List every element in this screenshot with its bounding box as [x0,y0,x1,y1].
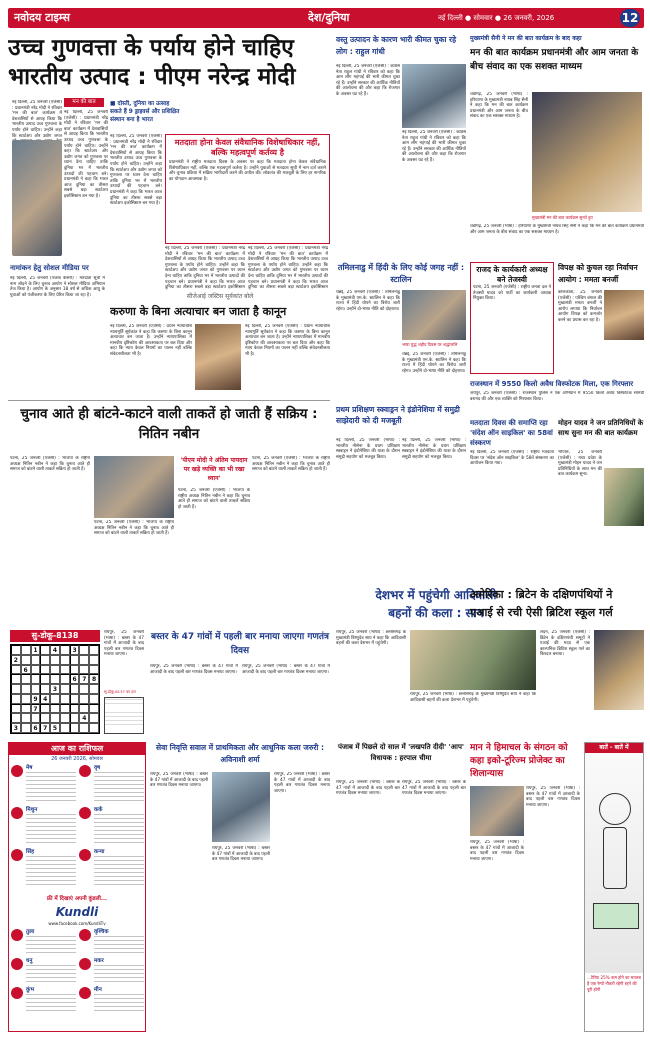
tribal-head: देशभर में पहुंचेगी आदिवासी बहनों की कला : साय [375,588,497,620]
sudoku-cell: 8 [89,674,99,684]
sudoku-cell [31,684,41,694]
sudoku-cell [60,684,70,694]
sudoku-cell: 7 [31,704,41,714]
sudoku-cell: 4 [79,713,89,723]
rashi-item [11,806,77,846]
kundli-logo: Kundli [55,905,99,919]
sudoku-answer-grid [104,697,144,734]
america-photo [594,630,644,710]
mamata-body: कोलकाता, 25 जनवरी (एजेंसी) : पश्चिम बंगाल की मुख्यमंत्री ममता बनर्जी ने आरोप लगाया कि निर्वाचन आयोग विपक्ष को कमजोर करने का प्रयास कर रहा है। [558,290,602,323]
rahul-body-2: नई दिल्ली, 25 जनवरी (एजेंसी) : कांग्रेस नेता राहुल गांधी ने रविवार को कहा कि आम लोग महंगाई की भारी कीमत चुका रहे हैं। उन्होंने सरकार की आर्थिक नीतियों की आलोचना की और कहा कि रोजगार के अवसर घट रहे हैं। [402,130,466,163]
sudoku-cell [60,694,70,704]
sudoku-cell: 2 [11,655,21,665]
sudoku-cell [89,665,99,675]
sudoku-cell [40,674,50,684]
sudoku-cell: 7 [40,723,50,733]
lead-body-col4: नई दिल्ली, 25 जनवरी (एजेंसी) : प्रधानमंत्री नरेंद्र मोदी ने रविवार 'मन की बात' कार्यक्रम में देशवासियों से आग्रह किया कि भारतीय उत्पाद उच्च गुणवत्ता के पर्याय होने चाहिए। उन्होंने कहा कि स्टार्टअप और उद्योग जगत को गुणवत्ता पर ध्यान देना चाहिए ताकि दुनिया भर में भारतीय उत्पादों की पहचान बने। प्रधानमंत्री ने कहा कि भारत आज दुनिया का तीसरा सबसे बड़ा स्टार्टअप इकोसिस्टम [165,246,245,290]
rashi-name: मीन [94,987,102,993]
bastar-body-2: रायपुर, 25 जनवरी (भाषा) : बस्तर के 47 गांवों में आजादी के बाद पहली बार गणतंत्र दिवस मनाया जाएगा। [242,664,330,675]
rashi-text [94,772,144,802]
sudoku-grid [10,644,100,734]
rashifal-title: आज का राशिफल [9,743,145,755]
punjab-body-2: रायपुर, 25 जनवरी (भाषा) : बस्तर के 47 गांवों में आजादी के बाद पहली बार गणतंत्र दिवस मनाया जाएगा। [402,780,466,797]
sudoku-cell: 3 [50,684,60,694]
rashi-item [11,764,77,804]
sudoku-cell [31,713,41,723]
rashi-name: तुला [26,929,35,935]
sudoku-cell [70,655,80,665]
sudoku-cell [79,665,89,675]
lead-body-col5: नई दिल्ली, 25 जनवरी (एजेंसी) : प्रधानमंत्री नरेंद्र मोदी ने रविवार 'मन की बात' कार्यक्रम में देशवासियों से आग्रह किया कि भारतीय उत्पाद उच्च गुणवत्ता के पर्याय होने चाहिए। उन्होंने कहा कि स्टार्टअप और उद्योग जगत को गुणवत्ता पर ध्यान देना चाहिए ताकि दुनिया भर में भारतीय उत्पादों की पहचान बने। प्रधानमंत्री ने कहा कि भारत आज दुनिया का तीसरा सबसे बड़ा स्टार्टअप इकोसिस्टम [248,246,328,290]
cartoon-art [585,753,643,973]
lead-headline-line2: भारतीय उत्पाद : पीएम नरेन्द्र मोदी [8,64,296,90]
quote-body: प्रधानमंत्री ने राष्ट्रीय मतदाता दिवस के अवसर पर कहा कि मतदाता होना केवल संवैधानिक विशेषाधिकार नहीं, बल्कि एक महत्वपूर्ण कर्तव्य है। उन्होंने युवाओं से मतदाता सूची में नाम दर्ज कराने और चुनाव प्रक्रिया में सक्रिय भागीदारी करने की अपील की। लोकतंत्र की मजबूती के लिए हर नागरिक का योगदान आवश्यक है। [169,160,326,182]
america-body: लंदन, 25 जनवरी (एजेंसी) : ब्रिटेन के दक्षिणपंथी समूहों ने एआई की मदद से एक काल्पनिक ब्रिटिश स्कूल गर्ल का किरदार बनाया। [540,630,590,658]
zodiac-icon [11,765,23,777]
rashi-name: कुंभ [26,987,35,993]
justice-head: करुणा के बिना अत्याचार बन जाता है कानून [110,305,287,318]
sudoku-cell [60,665,70,675]
nabin-body: पटना, 25 जनवरी (एजेंसी) : भाजपा के राष्ट्रीय अध्यक्ष नितिन नबीन ने कहा कि चुनाव आते ही समाज को बांटने वाली ताकतें सक्रिय हो जाती हैं। [10,456,90,473]
yoga-body-3: रायपुर, 25 जनवरी (भाषा) : बस्तर के 47 गांवों में आजादी के बाद पहली बार गणतंत्र दिवस मनाया जाएगा। [274,772,330,794]
sudoku-cell [70,704,80,714]
sudoku-cell: 3 [70,645,80,655]
sudoku-cell [60,713,70,723]
lead-body-col3: नई दिल्ली, 25 जनवरी (एजेंसी) : प्रधानमंत्री नरेंद्र मोदी ने रविवार 'मन की बात' कार्यक्रम में देशवासियों से आग्रह किया कि भारतीय उत्पाद उच्च गुणवत्ता के पर्याय होने चाहिए। उन्होंने कहा कि स्टार्टअप और उद्योग जगत को गुणवत्ता पर ध्यान देना चाहिए ताकि दुनिया भर में भारतीय उत्पादों की पहचान बने। प्रधानमंत्री ने कहा कि भारत आज दुनिया का तीसरा सबसे बड़ा स्टार्टअप इकोसिस्टम बन गया है। [110,134,162,207]
sudoku-cell [79,645,89,655]
sudoku-cell [70,684,80,694]
bastar-body: रायपुर, 25 जनवरी (भाषा) : बस्तर के 47 गांवों में आजादी के बाद पहली बार गणतंत्र दिवस मनाया जाएगा। [150,664,238,675]
yoga-photo [212,772,270,842]
zodiac-icon [79,987,91,999]
sudoku-cell [50,713,60,723]
sudoku-cell [40,704,50,714]
sudoku-cell: 3 [11,723,21,733]
zodiac-icon [79,849,91,861]
mann-ki-baat-tag: मन की बात [64,98,104,107]
sudoku-cell [79,655,89,665]
sudoku-title: सु-डोकू-8138 [10,630,100,642]
sudoku-cell [21,713,31,723]
rashi-item [79,957,145,984]
section-name: देश/दुनिया [308,11,350,24]
rashi-text [94,856,144,886]
lead-headline [8,34,330,94]
rashifal-signs-2 [9,927,145,1017]
punjab-body: रायपुर, 25 जनवरी (भाषा) : बस्तर के 47 गांवों में आजादी के बाद पहली बार गणतंत्र दिवस मनाया जाएगा। [336,780,400,797]
sudoku-cell [11,645,21,655]
sudoku-cell [79,723,89,733]
sudoku-cell [40,645,50,655]
nabin-quote: 'पीएम मोदी ने अंतिम पायदान पर खड़े व्यक्ति का भी रखा ध्यान' [180,457,248,482]
rashi-text [26,856,76,886]
sudoku-cell [79,704,89,714]
sudoku-cell [21,655,31,665]
sudoku-cell [60,655,70,665]
nabin-body-2: पटना, 25 जनवरी (एजेंसी) : भाजपा के राष्ट्रीय अध्यक्ष नितिन नबीन ने कहा कि चुनाव आते ही समाज को बांटने वाली ताकतें सक्रिय हो जाती हैं। [94,520,174,537]
divider [8,400,330,401]
rashi-item [11,928,77,955]
sudoku-cell [70,694,80,704]
voters-day-head: मतदाता दिवस की समाप्ति रहा 'संदेश ऑन साइकिल' का 58वां संस्करण [470,419,553,447]
rashi-text [26,994,76,1011]
rashi-name: धनु [26,958,33,964]
zodiac-icon [11,958,23,970]
punjab-head: पंजाब में पिछले दो साल में 'लखपति दीदी' 'आप' विधायक : हरपाल चीमा [337,743,465,762]
rashi-text [94,965,144,982]
tribal-body-2: रायपुर, 25 जनवरी (भाषा) : छत्तीसगढ़ के मुख्यमंत्री विष्णुदेव साय ने कहा कि आदिवासी बहनों की कला देशभर में पहुंचेगी। [410,692,536,703]
mkb-kicker: मुख्यमंत्री सैनी ने मन की बात कार्यक्रम के बाद कहा [470,35,582,42]
rashifal-box [8,742,146,1032]
navy-body-2: नई दिल्ली, 25 जनवरी (भाषा) : भारतीय नौसेना के प्रथम प्रशिक्षण स्क्वाड्रन ने इंडोनेशिया की यात्रा के दौरान समुद्री सहयोग को मजबूत किया। [402,438,466,460]
america-head: अमेरिका : ब्रिटेन के दक्षिणपंथियों ने एआई से रची ऐसी ब्रिटिश स्कूल गर्ल [470,588,613,619]
himachal-photo [470,786,524,836]
sudoku-answer-title: सु-डोकू-8137 का हल [104,689,136,694]
justice-photo [195,324,241,390]
rashi-item [79,848,145,888]
rahul-body: नई दिल्ली, 25 जनवरी (एजेंसी) : कांग्रेस नेता राहुल गांधी ने रविवार को कहा कि आम लोग महंगाई की भारी कीमत चुका रहे हैं। उन्होंने सरकार की आर्थिक नीतियों की आलोचना की और कहा कि रोजगार के अवसर घट रहे हैं। [336,64,400,97]
justice-kicker: सीजेआई जस्टिस सूर्यकांत बोले [186,293,254,300]
sudoku-cell [79,694,89,704]
bastar-head: बस्तर के 47 गांवों में पहली बार मनाया जाएगा गणतंत्र दिवस [151,632,329,656]
mkb-body-2: चंडीगढ़, 25 जनवरी (भाषा) : हरियाणा के मुख्यमंत्री नायब सिंह सैनी ने कहा कि मन की बात कार्यक्रम प्रधानमंत्री और आम जनता के बीच संवाद का एक सशक्त माध्यम है। [470,224,644,235]
sudoku-cell [89,645,99,655]
rashi-item [79,928,145,955]
sudoku-cell [21,645,31,655]
sudoku-cell [11,694,21,704]
rjd-body: पटना, 25 जनवरी (एजेंसी) : राष्ट्रीय जनता दल ने तेजस्वी यादव को पार्टी का कार्यकारी अध्यक्ष नियुक्त किया। [473,285,551,302]
sudoku-cell [89,655,99,665]
mkb-photo-caption: मुख्यमंत्री मन की बात कार्यक्रम सुनते हुए [532,215,593,220]
left-story-body: नई दिल्ली, 25 जनवरी (पंजाब केसरी) : मतदाता सूची में नाम जोड़ने के लिए चुनाव आयोग ने सोशल मीडिया अभियान तेज किया है। आयोग के अनुसार 18 वर्ष से अधिक आयु के युवाओं को पंजीकरण के लिए प्रेरित किया जा रहा है। [10,276,105,298]
rashi-text [26,772,76,802]
sudoku-cell [70,665,80,675]
sudoku-cell [89,684,99,694]
cartoon-face-icon [599,793,631,825]
himachal-body: रायपुर, 25 जनवरी (भाषा) : बस्तर के 47 गांवों में आजादी के बाद पहली बार गणतंत्र दिवस मनाया जाएगा। [526,786,580,808]
cartoon-body-icon [603,827,627,889]
mamata-head: विपक्ष को कुचल रहा निर्वाचन आयोग : ममता बनर्जी [558,263,638,284]
himachal-body-2: रायपुर, 25 जनवरी (भाषा) : बस्तर के 47 गांवों में आजादी के बाद पहली बार गणतंत्र दिवस मनाया जाएगा। [470,840,524,862]
navy-body: नई दिल्ली, 25 जनवरी (भाषा) : भारतीय नौसेना के प्रथम प्रशिक्षण स्क्वाड्रन ने इंडोनेशिया की यात्रा के दौरान समुद्री सहयोग को मजबूत किया। [336,438,400,460]
sudoku-cell [70,713,80,723]
sudoku-cell [60,645,70,655]
sudoku-cell: 6 [70,674,80,684]
rashifal-signs [9,763,145,893]
mkb-photo [532,92,642,212]
sudoku-cell [60,704,70,714]
sudoku-cell [21,674,31,684]
rajasthan-body: जयपुर, 25 जनवरी (एजेंसी) : राजस्थान पुलिस ने एक अभियान में 9550 किलो अवैध विस्फोटक सामग्री बरामद की और एक व्यक्ति को गिरफ्तार किया। [470,391,644,402]
lead-headline-line1: उच्च गुणवत्ता के पर्याय होने चाहिए [8,35,294,61]
sudoku-cell [50,704,60,714]
zodiac-icon [11,929,23,941]
tribal-photo [410,630,536,690]
sudoku-cell: 4 [50,645,60,655]
sudoku-cell [40,655,50,665]
sudoku-cell: 5 [50,723,60,733]
quote-box [165,134,330,244]
rashi-text [94,936,144,953]
sudoku-cell [50,674,60,684]
sudoku-cell [40,684,50,694]
mohan-body: भोपाल, 25 जनवरी (एजेंसी) : मध्य प्रदेश के मुख्यमंत्री मोहन यादव ने जन प्रतिनिधियों के साथ मन की बात कार्यक्रम सुना। [558,450,602,478]
sudoku-cell [60,723,70,733]
nabin-head: चुनाव आते ही बांटने-काटने वाली ताकतें हो जाती हैं सक्रिय : नितिन नबीन [20,406,318,442]
rashi-text [94,814,144,844]
sudoku-cell [89,694,99,704]
cartoon-title: बातें - बातें में [585,743,643,753]
zodiac-icon [11,807,23,819]
sudoku-cell [11,713,21,723]
sudoku-cell: 6 [31,723,41,733]
sudoku-cell: 6 [21,665,31,675]
stalin-photo-caption: भाषा युद्ध शहीद दिवस पर श्रद्धांजलि [402,342,458,347]
rashi-text [26,965,76,982]
rashi-item [79,764,145,804]
sudoku-cell [40,713,50,723]
zodiac-icon [79,765,91,777]
cartoon-box [584,742,644,1032]
zodiac-icon [79,958,91,970]
mkb-body: चंडीगढ़, 25 जनवरी (भाषा) : हरियाणा के मुख्यमंत्री नायब सिंह सैनी ने कहा कि मन की बात कार्यक्रम प्रधानमंत्री और आम जनता के बीच संवाद का एक सशक्त माध्यम है। [470,92,528,120]
sudoku-rules: रायपुर, 25 जनवरी (भाषा) : बस्तर के 47 गांवों में आजादी के बाद पहली बार गणतंत्र दिवस मनाया जाएगा। [104,630,144,658]
rashi-name: वृष [94,765,101,771]
dateline: नई दिल्ली ● सोमवार ● 26 जनवरी, 2026 [438,14,555,22]
sudoku-cell [11,684,21,694]
rashi-item [79,986,145,1013]
rahul-photo [402,64,466,128]
sudoku-cell [31,665,41,675]
zodiac-icon [79,929,91,941]
sudoku-cell: 4 [40,694,50,704]
cartoon-box-icon [593,903,639,929]
sudoku-cell [31,655,41,665]
rashi-item [79,806,145,846]
rahul-head: वस्तु उत्पादन के कारण भारी कीमत चुका रहे लोग : राहुल गांधी [336,35,457,56]
nabin-body-3: पटना, 25 जनवरी (एजेंसी) : भाजपा के राष्ट्रीय अध्यक्ष नितिन नबीन ने कहा कि चुनाव आते ही समाज को बांटने वाली ताकतें सक्रिय हो जाती हैं। [178,488,250,510]
mohan-head: मोहन यादव ने जन प्रतिनिधियों के साथ सुना मन की बात कार्यक्रम [558,419,644,437]
sudoku-cell: 1 [31,645,41,655]
sudoku-cell [50,665,60,675]
mamata-photo [604,290,644,340]
sudoku-cell [31,674,41,684]
rashi-name: कर्क [94,807,103,813]
yoga-head: सेवा निवृत्ति सवाल में प्राथमिकता और आधुनिक कला जरुरी : अविनाशी शर्मा [156,743,324,764]
himachal-head: मान ने हिमाचल के संगठन को कहा इको-टूरिज्म प्रोजेक्ट का शिलान्यास [470,743,568,779]
sudoku-cell [70,723,80,733]
kundli-url: www.facebook.com/KundliTv [48,921,106,926]
rajasthan-head: राजस्थान में 9550 किलो अवैध विस्फोटक मिला, एक गिरफ्तार [470,380,634,388]
rashi-name: कन्या [94,849,105,855]
sudoku-cell [50,694,60,704]
kundli-banner: फ्री में दिखाएं अपनी कुंडली... [46,896,108,902]
paper-name: नवोदय टाइम्स [14,11,70,24]
rashi-item [11,848,77,888]
lead-subhead: ■ दोस्ती, दुनिया का उत्साह सकते हैं 9 ड्राइवर्स और प्रशिक्षित संस्थान बना है भारत [110,101,180,123]
quote-head: मतदाता होना केवल संवैधानिक विशेषाधिकार नहीं, बल्कि महत्वपूर्ण कर्तव्य है [174,138,321,157]
left-story-head: नामांकन हेतु सोशल मीडिया पर [10,264,89,272]
rashi-item [11,986,77,1013]
page-number: 12 [621,11,639,25]
voters-day-body: नई दिल्ली, 25 जनवरी (एजेंसी) : राष्ट्रीय मतदाता दिवस पर 'संदेश ऑन साइकिल' के 58वें संस्करण का आयोजन किया गया। [470,450,554,467]
sudoku-cell [60,674,70,684]
lead-body-col2: नई दिल्ली, 25 जनवरी (एजेंसी) : प्रधानमंत्री नरेंद्र मोदी ने रविवार 'मन की बात' कार्यक्रम में देशवासियों से आग्रह किया कि भारतीय उत्पाद उच्च गुणवत्ता के पर्याय होने चाहिए। उन्होंने कहा कि स्टार्टअप और उद्योग जगत को गुणवत्ता पर ध्यान देना चाहिए ताकि दुनिया भर में भारतीय उत्पादों की पहचान बने। प्रधानमंत्री ने कहा कि भारत आज दुनिया का तीसरा सबसे बड़ा स्टार्टअप इकोसिस्टम बन गया है। [64,110,108,199]
pm-photo [12,140,62,256]
stalin-body: चेन्नई, 25 जनवरी (एजेंसी) : तमिलनाडु के मुख्यमंत्री एम.के. स्टालिन ने कहा कि राज्य में हिंदी थोपने का विरोध जारी रहेगा। उन्होंने दो-भाषा नीति को दोहराया। [336,290,400,312]
zodiac-icon [11,987,23,999]
sudoku-cell [11,665,21,675]
cartoon-caption: ...टैरिफ 25% कम होने का मतलब है एक रेम्पो नौकरी रहेगी रहने की पूरी होगी [587,975,641,992]
masthead-bar [8,8,644,28]
rashifal-date: 26 जनवरी 2026, सोमवार [51,756,103,762]
rashi-text [26,814,76,844]
tribal-body: रायपुर, 25 जनवरी (भाषा) : छत्तीसगढ़ के मुख्यमंत्री विष्णुदेव साय ने कहा कि आदिवासी बहनों की कला देशभर में पहुंचेगी। [336,630,406,647]
stalin-head: तमिलनाडु में हिंदी के लिए कोई जगह नहीं : स्टालिन [337,263,465,284]
rashi-name: मेष [26,765,33,771]
rjd-head: राजद के कार्यकारी अध्यक्ष बने तेजस्वी [476,265,548,284]
rashi-item [11,957,77,984]
sudoku-cell [50,655,60,665]
rjd-box [470,262,554,374]
sudoku-cell [21,723,31,733]
sudoku-cell [40,665,50,675]
lead-body-col1: नई दिल्ली, 25 जनवरी (एजेंसी) : प्रधानमंत्री नरेंद्र मोदी ने रविवार 'मन की बात' कार्यक्रम में देशवासियों से आग्रह किया कि भारतीय उत्पाद उच्च गुणवत्ता के पर्याय होने चाहिए। उन्होंने कहा कि स्टार्टअप और उद्योग जगत [12,100,62,139]
yoga-body-2: रायपुर, 25 जनवरी (भाषा) : बस्तर के 47 गांवों में आजादी के बाद पहली बार गणतंत्र दिवस मनाया जाएगा। [212,846,270,863]
zodiac-icon [79,807,91,819]
navy-head: प्रथम प्रशिक्षण स्क्वाड्रन ने इंडोनेशिया में समुद्री साझेदारी को दी मजबूती [336,405,460,425]
sudoku-cell: 9 [31,694,41,704]
sudoku-cell [21,694,31,704]
justice-body-col1: नई दिल्ली, 25 जनवरी (एजेंसी) : प्रधान न्यायाधीश न्यायमूर्ति सूर्यकांत ने कहा कि करुणा के बिना कानून अत्याचार बन जाता है। उन्होंने न्यायपालिका में मानवीय दृष्टिकोण की आवश्यकता पर बल दिया और कहा कि न्याय केवल नियमों का पालन नहीं बल्कि संवेदनशीलता भी है। [110,324,192,357]
justice-body-col2: नई दिल्ली, 25 जनवरी (एजेंसी) : प्रधान न्यायाधीश न्यायमूर्ति सूर्यकांत ने कहा कि करुणा के बिना कानून अत्याचार बन जाता है। उन्होंने न्यायपालिका में मानवीय दृष्टिकोण की आवश्यकता पर बल दिया और कहा कि न्याय केवल नियमों का पालन नहीं बल्कि संवेदनशीलता भी है। [245,324,330,357]
mohan-photo [604,468,644,526]
rashi-name: मकर [94,958,104,964]
rashi-text [94,994,144,1011]
rashi-name: सिंह [26,849,35,855]
sudoku-cell [11,674,21,684]
yoga-body: रायपुर, 25 जनवरी (भाषा) : बस्तर के 47 गांवों में आजादी के बाद पहली बार गणतंत्र दिवस मनाया जाएगा। [150,772,208,789]
sudoku-cell [21,704,31,714]
sudoku-cell [21,684,31,694]
sudoku-cell [89,713,99,723]
rashi-name: वृश्चिक [94,929,109,935]
mkb-head: मन की बात कार्यक्रम प्रधानमंत्री और आम जनता के बीच संवाद का एक सशक्त माध्यम [470,48,639,72]
stalin-photo [402,290,466,340]
sudoku-cell [89,704,99,714]
sudoku-cell [89,723,99,733]
nabin-body-4: पटना, 25 जनवरी (एजेंसी) : भाजपा के राष्ट्रीय अध्यक्ष नितिन नबीन ने कहा कि चुनाव आते ही समाज को बांटने वाली ताकतें सक्रिय हो जाती हैं। [252,456,330,473]
nabin-photo [94,456,174,518]
sudoku-cell [79,684,89,694]
sudoku-cell: 7 [79,674,89,684]
rashi-name: मिथुन [26,807,38,813]
stalin-body-2: चेन्नई, 25 जनवरी (एजेंसी) : तमिलनाडु के मुख्यमंत्री एम.के. स्टालिन ने कहा कि राज्य में हिंदी थोपने का विरोध जारी रहेगा। उन्होंने दो-भाषा नीति को दोहराया। [402,352,466,374]
zodiac-icon [11,849,23,861]
sudoku-cell [11,704,21,714]
rashi-text [26,936,76,953]
